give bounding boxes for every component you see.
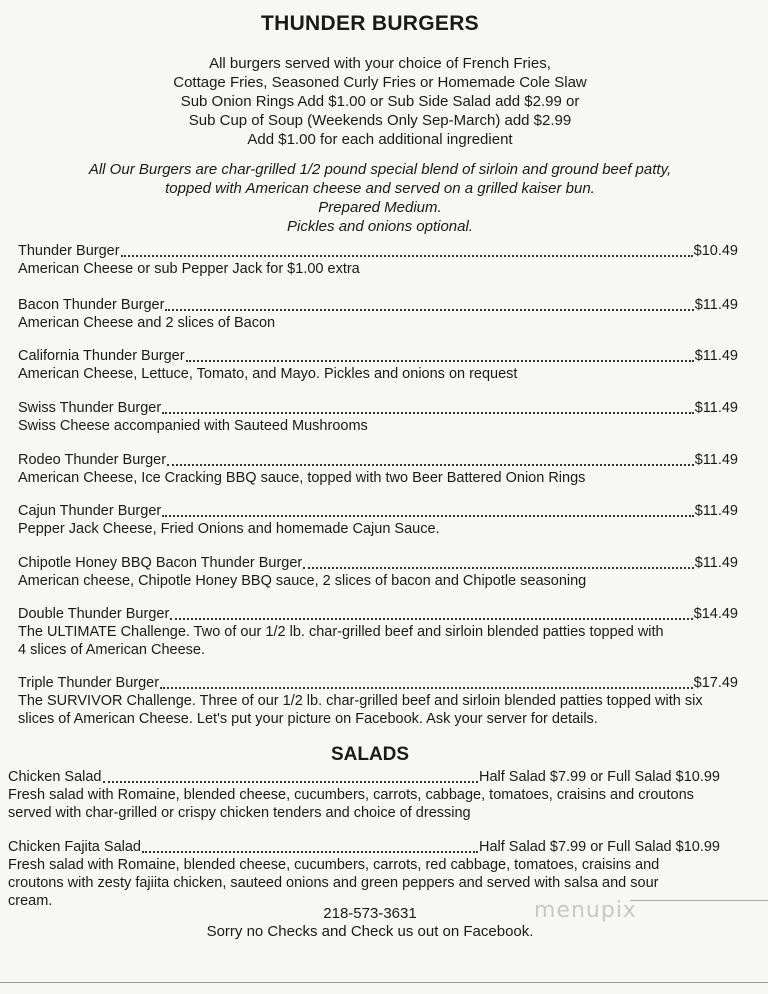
divider (630, 900, 768, 901)
salads-title: SALADS (330, 744, 410, 765)
menu-item-california-thunder-burger (18, 347, 738, 383)
item-price: Half Salad $7.99 or Full Salad $10.99 (478, 839, 720, 855)
item-desc: Pepper Jack Cheese, Fried Onions and homemade Cajun Sauce. (18, 521, 440, 537)
item-name: Swiss Thunder Burger (18, 400, 162, 416)
intro-line: Add $1.00 for each additional ingredient (247, 131, 513, 148)
item-desc: American Cheese, Lettuce, Tomato, and Mayo. Pickles and onions on request (18, 366, 518, 382)
menu-item-double-thunder-burger (18, 605, 738, 659)
menu-item-triple-thunder-burger (18, 674, 738, 728)
item-desc: The ULTIMATE Challenge. Two of our 1/2 lb. char-grilled beef and sirloin blended patties topped with (18, 624, 664, 640)
item-desc: American cheese, Chipotle Honey BBQ sauce, 2 slices of bacon and Chipotle seasoning (18, 573, 587, 589)
item-name: Bacon Thunder Burger (18, 297, 165, 313)
intro-line: Sub Onion Rings Add $1.00 or Sub Side Salad add $2.99 or (180, 93, 580, 110)
item-price: $11.49 (694, 348, 738, 364)
item-desc: Swiss Cheese accompanied with Sauteed Mushrooms (18, 418, 368, 434)
item-name: Triple Thunder Burger (18, 675, 160, 691)
item-desc: The SURVIVOR Challenge. Three of our 1/2 lb. char-grilled beef and sirloin blended patties topped with six (18, 693, 703, 709)
leader-dots (167, 464, 694, 466)
italic-line: Pickles and onions optional. (287, 218, 473, 235)
item-name: Rodeo Thunder Burger (18, 452, 167, 468)
item-name: Chicken Salad (8, 769, 102, 785)
item-name: Thunder Burger (18, 243, 120, 259)
item-desc: American Cheese, Ice Cracking BBQ sauce, topped with two Beer Battered Onion Rings (18, 470, 586, 486)
leader-dots (103, 781, 478, 783)
menu-item-thunder-burger (18, 242, 738, 278)
item-desc: slices of American Cheese. Let's put your picture on Facebook. Ask your server for details. (18, 711, 598, 727)
item-desc: 4 slices of American Cheese. (18, 642, 205, 658)
item-desc: Fresh salad with Romaine, blended cheese, cucumbers, carrots, cabbage, tomatoes, craisins and croutons (8, 787, 694, 803)
footer-note: Sorry no Checks and Check us out on Facebook. (206, 923, 534, 940)
item-desc: Fresh salad with Romaine, blended cheese, cucumbers, carrots, red cabbage, tomatoes, craisins and (8, 857, 660, 873)
intro-line: Cottage Fries, Seasoned Curly Fries or Homemade Cole Slaw (173, 74, 587, 91)
item-name: Chicken Fajita Salad (8, 839, 141, 855)
phone-number: 218-573-3631 (323, 905, 417, 922)
item-price: $17.49 (693, 675, 738, 691)
italic-line: topped with American cheese and served on a grilled kaiser bun. (165, 180, 595, 197)
leader-dots (142, 851, 478, 853)
item-price: $11.49 (694, 297, 738, 313)
item-name: California Thunder Burger (18, 348, 185, 364)
leader-dots (303, 567, 693, 569)
leader-dots (170, 618, 692, 620)
item-price: $11.49 (694, 503, 738, 519)
watermark-logo: menupix (534, 898, 637, 923)
leader-dots (162, 412, 694, 414)
item-price: Half Salad $7.99 or Full Salad $10.99 (478, 769, 720, 785)
menu-item-chipotle-honey-bbq-bacon-thunder-burger (18, 554, 738, 590)
burger-description (0, 160, 760, 236)
italic-line: All Our Burgers are char-grilled 1/2 pound special blend of sirloin and ground beef patty, (88, 161, 672, 178)
italic-line: Prepared Medium. (318, 199, 442, 216)
item-name: Double Thunder Burger (18, 606, 170, 622)
item-name: Cajun Thunder Burger (18, 503, 162, 519)
intro-line: Sub Cup of Soup (Weekends Only Sep-March) add $2.99 (188, 112, 572, 129)
item-desc: croutons with zesty fajiita chicken, sauteed onions and green peppers and served with salsa and sour (8, 875, 659, 891)
divider (0, 982, 768, 983)
menu-item-cajun-thunder-burger (18, 502, 738, 538)
intro-text (0, 54, 760, 149)
item-desc: American Cheese and 2 slices of Bacon (18, 315, 276, 331)
menu-item-swiss-thunder-burger (18, 399, 738, 435)
item-price: $10.49 (693, 243, 738, 259)
page-title: THUNDER BURGERS (260, 12, 479, 35)
leader-dots (165, 309, 693, 311)
menu-item-bacon-thunder-burger (18, 296, 738, 332)
item-desc: American Cheese or sub Pepper Jack for $1.00 extra (18, 261, 360, 277)
leader-dots (186, 360, 694, 362)
item-desc: served with char-grilled or crispy chicken tenders and choice of dressing (8, 805, 471, 821)
leader-dots (121, 255, 693, 257)
item-price: $11.49 (694, 452, 738, 468)
item-desc: cream. (8, 893, 53, 909)
leader-dots (162, 515, 694, 517)
leader-dots (160, 687, 693, 689)
intro-line: All burgers served with your choice of French Fries, (209, 55, 551, 72)
salad-item-chicken-salad (8, 768, 720, 822)
item-price: $11.49 (694, 555, 738, 571)
item-price: $14.49 (693, 606, 738, 622)
menu-item-rodeo-thunder-burger (18, 451, 738, 487)
item-price: $11.49 (694, 400, 738, 416)
item-name: Chipotle Honey BBQ Bacon Thunder Burger (18, 555, 303, 571)
